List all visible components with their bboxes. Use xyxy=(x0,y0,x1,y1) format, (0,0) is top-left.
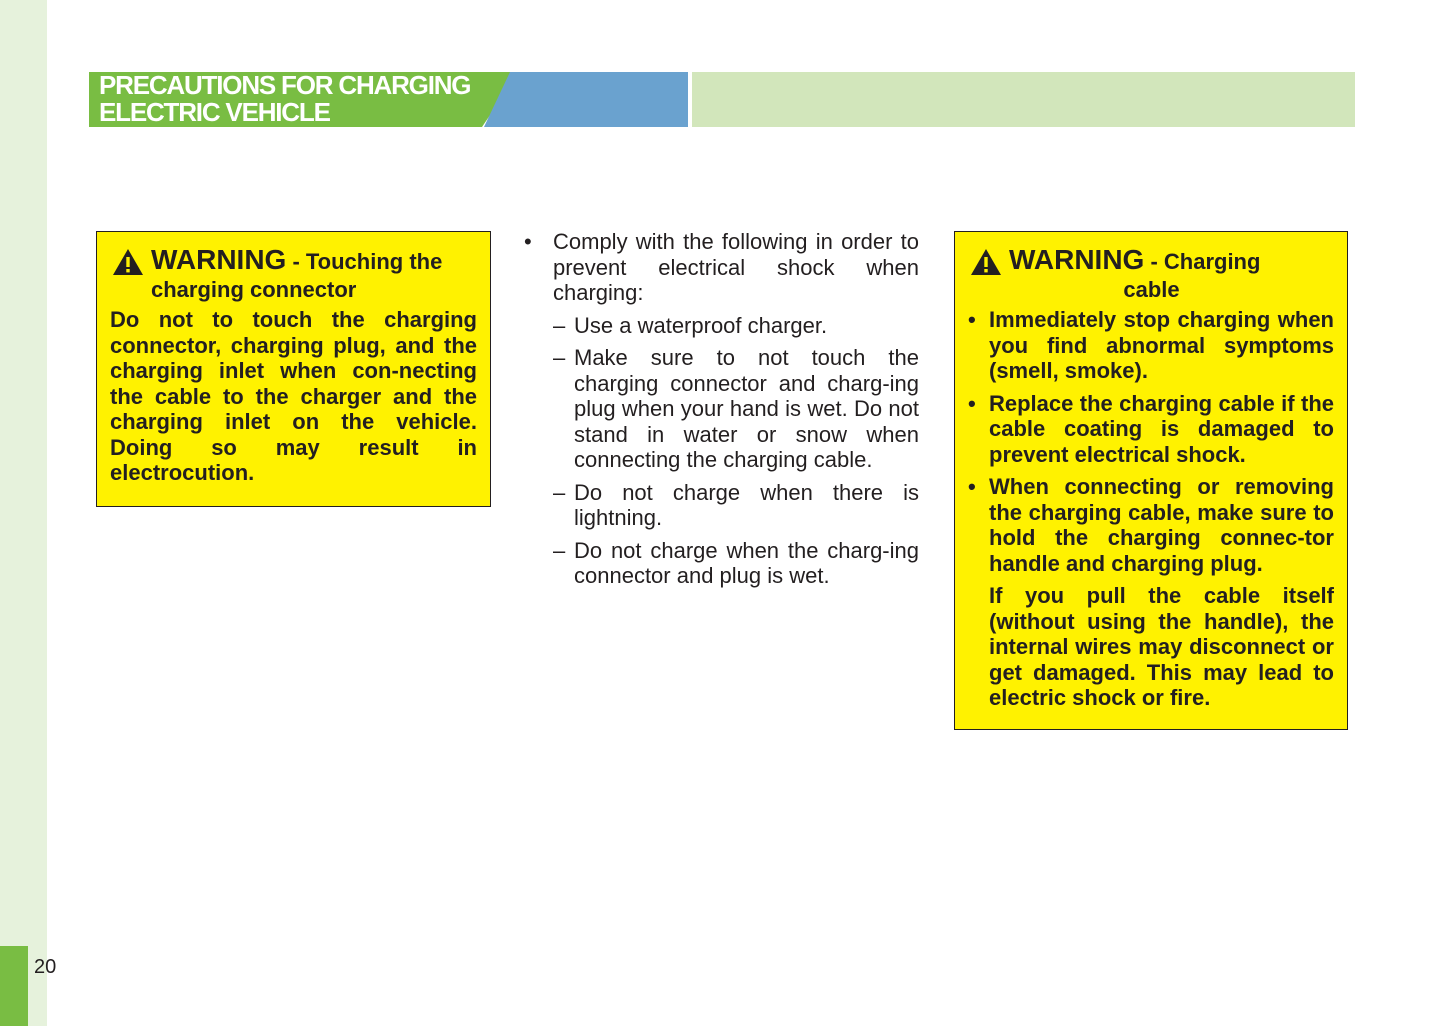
dash-mark: – xyxy=(553,537,566,563)
warning-continuation: If you pull the cable itself (without using the handle), the internal wires may disconnect or get damaged. This may lead to electric shock or fire. xyxy=(989,583,1334,710)
warning-heading xyxy=(968,246,1334,303)
list-item xyxy=(553,313,919,339)
page-number: 20 xyxy=(34,956,57,978)
bullet-dot: • xyxy=(968,390,976,416)
list-item xyxy=(968,391,1334,468)
list-item-text: Immediately stop charging when you find abnormal symptoms (smell, smoke). xyxy=(989,307,1334,383)
dash-mark: – xyxy=(553,479,566,505)
section-title-line1: PRECAUTIONS FOR CHARGING xyxy=(99,70,471,100)
list-item-text: Make sure to not touch the charging connector and charg-ing plug when your hand is wet. Do not stand in water or snow when connecting the charging cable. xyxy=(574,345,919,472)
list-item xyxy=(553,480,919,531)
middle-column xyxy=(524,229,919,596)
dash-mark: – xyxy=(553,345,566,370)
warning-subtitle-line2: cable xyxy=(1123,277,1180,302)
bullet-dot: • xyxy=(968,307,976,332)
list-item xyxy=(553,345,919,473)
warning-triangle-icon xyxy=(970,248,1002,276)
precaution-list xyxy=(524,313,919,589)
list-item-text: Do not charge when the charg-ing connector and plug is wet. xyxy=(574,537,919,588)
list-item-text: Replace the charging cable if the cable coating is damaged to prevent electrical shock. xyxy=(989,390,1334,467)
section-title-line2: ELECTRIC VEHICLE xyxy=(99,97,330,127)
warning-word: WARNING xyxy=(151,244,287,275)
warning-word: WARNING xyxy=(1009,244,1145,275)
warning-box-touching-connector xyxy=(96,231,491,507)
bullet-dot: • xyxy=(968,474,976,499)
list-item-text: When connecting or removing the charging cable, make sure to hold the charging connec-tor handle and charging plug. xyxy=(989,474,1334,576)
side-tab xyxy=(0,946,28,1026)
warning-box-charging-cable xyxy=(954,231,1348,730)
list-item-text: Use a waterproof charger. xyxy=(574,312,828,338)
warning-subtitle: - Touching the xyxy=(286,249,443,274)
warning-subtitle: - Charging xyxy=(1144,249,1261,274)
section-title xyxy=(99,72,499,126)
bullet-dot: • xyxy=(524,229,532,254)
intro-bullet xyxy=(524,229,919,306)
list-item-text: Do not charge when there is lightning. xyxy=(574,479,919,530)
list-item xyxy=(553,538,919,589)
warning-heading xyxy=(110,246,477,303)
header-blue-band xyxy=(484,72,688,127)
dash-mark: – xyxy=(553,312,566,338)
warning-list xyxy=(968,307,1334,576)
warning-subtitle-line2: charging connector xyxy=(151,277,357,302)
header-light-band xyxy=(692,72,1355,127)
list-item xyxy=(968,307,1334,384)
list-item xyxy=(968,474,1334,576)
intro-text: Comply with the following in order to prevent electrical shock when charging: xyxy=(553,229,919,305)
warning-triangle-icon xyxy=(112,248,144,276)
side-strip xyxy=(0,0,47,1026)
warning-body: Do not to touch the charging connector, charging plug, and the charging inlet when con-necting the cable to the charger and the charging inlet on the vehicle. Doing so may result in electrocution. xyxy=(110,307,477,485)
